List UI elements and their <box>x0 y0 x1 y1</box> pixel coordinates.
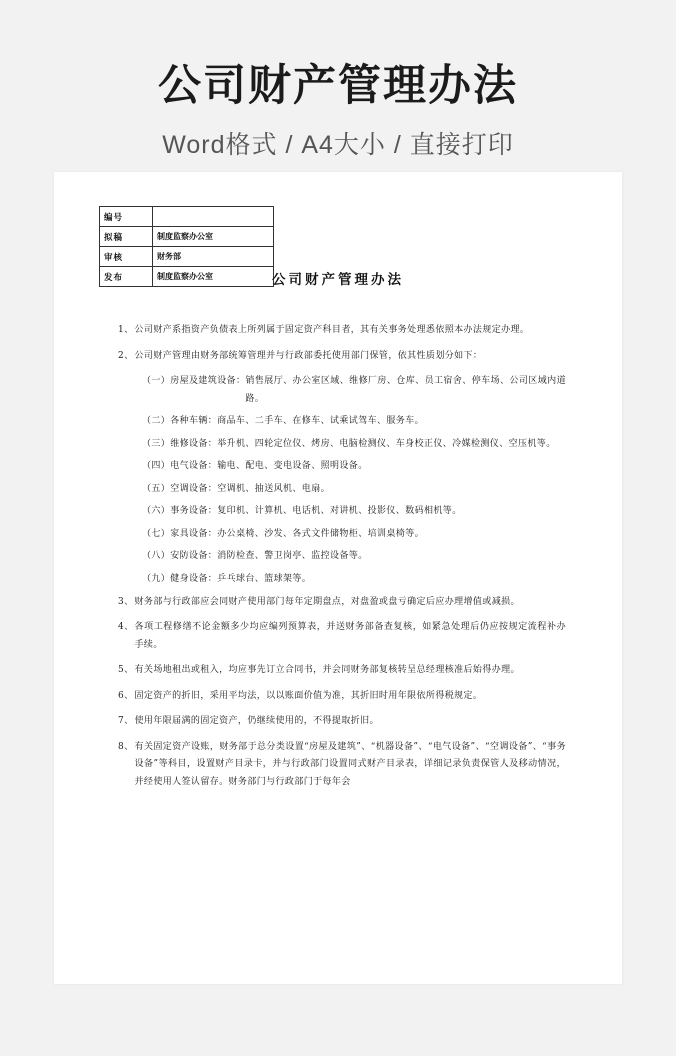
banner-subtitle: Word格式 / A4大小 / 直接打印 <box>162 131 514 160</box>
paragraph-text: 财务部与行政部应会同财产使用部门每年定期盘点，对盘盈或盘亏确定后应办理增值或减损。 <box>134 596 520 607</box>
table-row <box>100 207 274 227</box>
page-title: 公司财产管理办法 <box>272 272 404 288</box>
info-value: 财务部 <box>153 247 274 267</box>
list-item <box>142 481 566 499</box>
list-item <box>142 548 566 566</box>
list-item <box>142 571 566 589</box>
page-bottom-space <box>118 799 566 819</box>
list-item-text: 销售展厅、办公室区域、维修厂房、仓库、员工宿舍、停车场、公司区域内道路。 <box>245 376 566 404</box>
info-label: 审核 <box>100 247 153 267</box>
table-row <box>100 227 274 247</box>
list-item-number: （二）各种车辆： <box>142 416 218 427</box>
list-item-text: 举升机、四轮定位仪、烤房、电脑检测仪、车身校正仪、冷媒检测仪、空压机等。 <box>217 438 556 449</box>
paragraph-1 <box>118 322 566 340</box>
paragraph-number: 3、 <box>118 596 134 607</box>
list-item <box>142 436 566 454</box>
document-sheet <box>54 172 622 984</box>
list-item-number: （八）安防设备： <box>142 551 218 562</box>
list-item-number: （一）房屋及建筑设备： <box>142 376 246 387</box>
paragraph-text: 各项工程修缮不论金额多少均应编列预算表，并送财务部备查复核，如紧急处理后仍应按规定流程补办手续。 <box>134 622 566 650</box>
paragraph-number: 8、 <box>118 741 134 752</box>
list-item-text: 空调机、抽送风机、电扇。 <box>217 483 331 494</box>
paragraph-text: 公司财产管理由财务部统筹管理并与行政部委托使用部门保管，依其性质划分如下： <box>134 350 483 361</box>
paragraph-text: 公司财产系指资产负债表上所列属于固定资产科目者，其有关事务处理悉依照本办法规定办理。 <box>134 325 530 335</box>
list-item-text: 消防检查、警卫岗亭、监控设备等。 <box>217 551 368 562</box>
table-row <box>100 247 274 267</box>
info-label: 发布 <box>100 267 153 287</box>
list-item <box>142 413 566 431</box>
list-item-number: （七）家具设备： <box>142 528 218 539</box>
list-item-number: （四）电气设备： <box>142 461 218 472</box>
paragraph-number: 5、 <box>118 665 134 676</box>
list-item <box>142 458 566 476</box>
paragraph-7 <box>118 713 566 731</box>
list-item-text: 办公桌椅、沙发、各式文件储物柜、培训桌椅等。 <box>217 528 425 539</box>
paragraph-8 <box>118 739 566 792</box>
list-item <box>142 526 566 544</box>
paragraph-text: 有关固定资产设账，财务部于总分类设置“房屋及建筑”、“机器设备”、“电气设备”、“空调设备”、“事务设备”等科目，设置财产目录卡，并与行政部门设置同式财产目录表，详细记录负责保管人及移动情况，并经使用人签认留存。财务部门与行政部门于每年会 <box>134 741 566 787</box>
paragraph-text: 使用年限届满的固定资产，仍继续使用的，不得提取折旧。 <box>134 716 379 727</box>
list-item <box>142 373 566 408</box>
banner-title: 公司财产管理办法 <box>158 61 518 111</box>
list-item-number: （六）事务设备： <box>142 506 218 517</box>
info-label: 拟稿 <box>100 227 153 247</box>
paragraph-text: 有关场地租出或租入，均应事先订立合同书，并会同财务部复核转呈总经理核准后始得办理。 <box>134 665 520 676</box>
paragraph-number: 2、 <box>118 350 134 361</box>
paragraph-5 <box>118 662 566 680</box>
paragraph-4 <box>118 619 566 654</box>
list-item-text: 乒乓球台、篮球架等。 <box>217 574 312 585</box>
paragraph-number: 6、 <box>118 690 134 701</box>
document-body <box>118 322 566 819</box>
paragraph-3 <box>118 594 566 612</box>
info-value: 制度监察办公室 <box>153 227 274 247</box>
paragraph-text: 固定资产的折旧，采用平均法，以以账面价值为准，其折旧时用年限依所得税规定。 <box>134 690 483 701</box>
paragraph-number: 7、 <box>118 716 134 727</box>
list-item-number: （三）维修设备： <box>142 438 218 449</box>
list-item-text: 商品车、二手车、在修车、试乘试驾车、服务车。 <box>217 416 425 427</box>
promo-banner <box>0 0 676 161</box>
list-item-number: （五）空调设备： <box>142 483 218 494</box>
info-value <box>153 207 274 227</box>
list-item-text: 复印机、计算机、电话机、对讲机、投影仪、数码相机等。 <box>217 506 462 517</box>
paragraph-2 <box>118 348 566 366</box>
paragraph-number: 4、 <box>118 622 134 633</box>
paragraph-6 <box>118 688 566 706</box>
list-item <box>142 503 566 521</box>
list-item-number: （九）健身设备： <box>142 574 218 585</box>
info-value: 制度监察办公室 <box>153 267 274 287</box>
info-label: 编号 <box>100 207 153 227</box>
list-item-text: 输电、配电、变电设备、照明设备。 <box>217 461 368 472</box>
paragraph-number: 1、 <box>118 325 134 335</box>
